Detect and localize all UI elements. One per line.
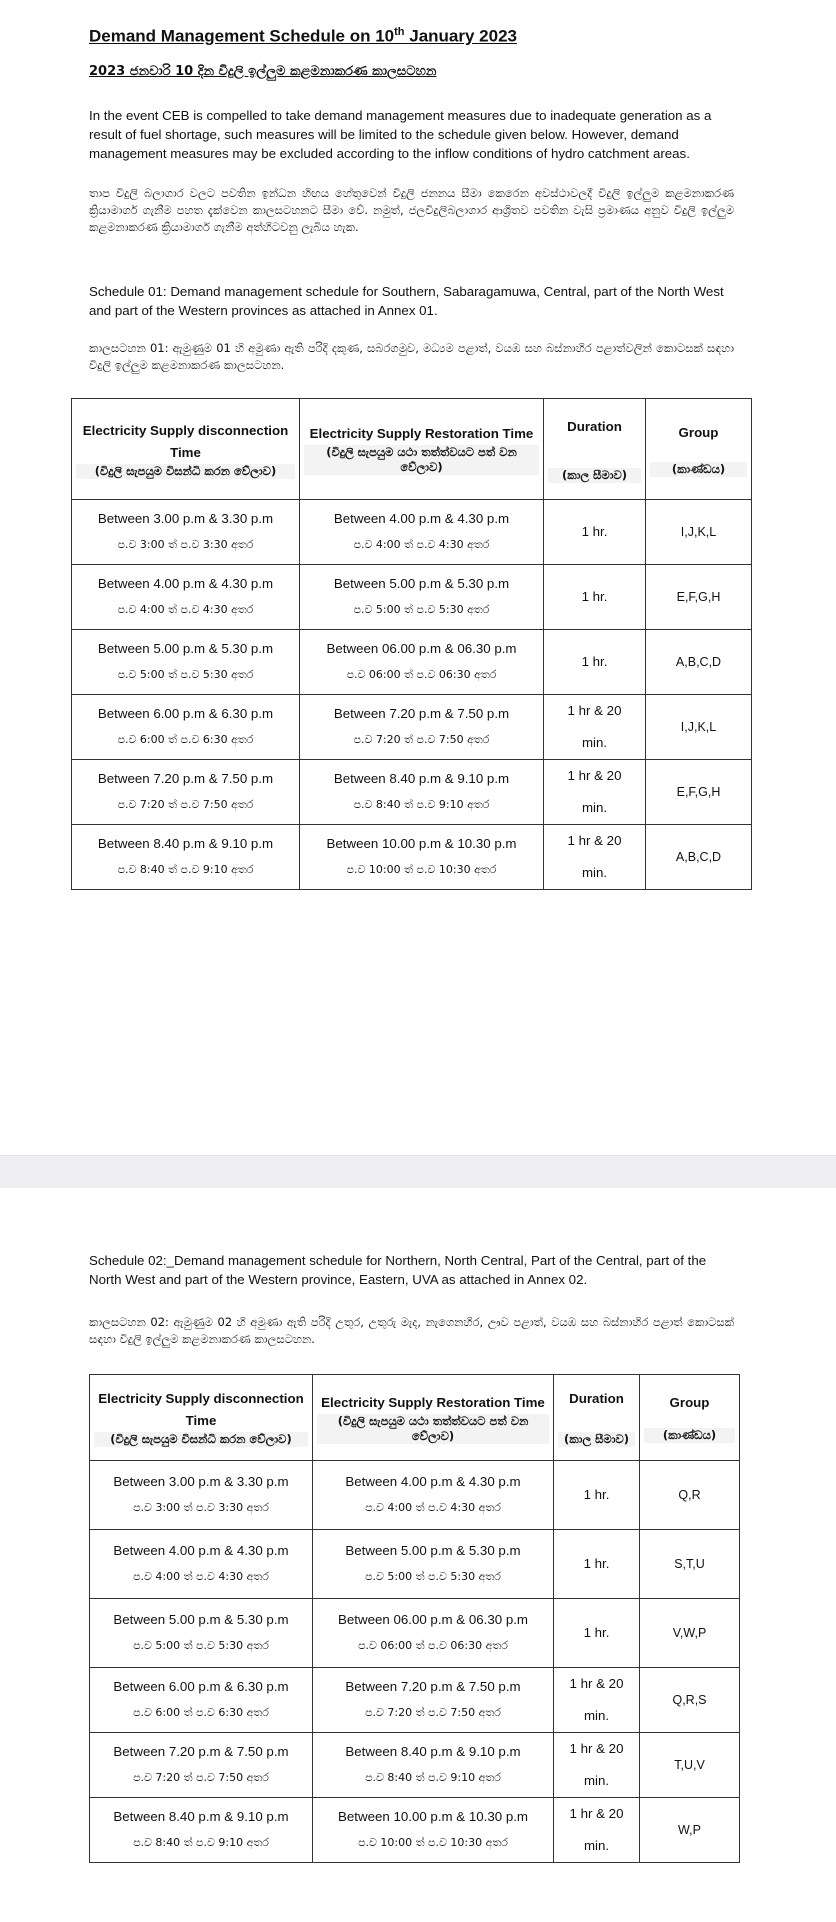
disconnection-time: Between 6.00 p.m & 6.30 p.m [97,706,274,721]
restoration-cell [300,825,544,890]
disconnection-cell [72,695,300,760]
restoration-cell [313,1668,554,1733]
disconnection-time: Between 3.00 p.m & 3.30 p.m [97,511,274,526]
restoration-time: Between 7.20 p.m & 7.50 p.m [333,706,510,721]
duration-value: 1 hr & 20 [567,703,622,718]
disconnection-time-sinhala: ප.ව 8:40 ත් ප.ව 9:10 අතර [133,1836,269,1849]
header-label: Group [669,1395,710,1410]
disconnection-cell [72,565,300,630]
duration-value: 1 hr. [581,524,608,539]
duration-value-cont: min. [581,735,608,750]
duration-cell [544,500,646,565]
page-2 [0,1188,836,1922]
group-cell [646,760,752,825]
header-restoration-time [300,399,544,500]
group-value: Q,R,S [672,1693,707,1707]
disconnection-time: Between 5.00 p.m & 5.30 p.m [97,641,274,656]
header-restoration-time [313,1375,554,1461]
restoration-time-sinhala: ප.ව 8:40 ත් ප.ව 9:10 අතර [365,1771,501,1784]
group-value: Q,R [678,1488,701,1502]
restoration-time: Between 06.00 p.m & 06.30 p.m [326,641,517,656]
disconnection-time-sinhala: ප.ව 7:20 ත් ප.ව 7:50 අතර [133,1771,269,1784]
page-separator [0,1155,836,1189]
disconnection-time: Between 8.40 p.m & 9.10 p.m [97,836,274,851]
schedule2-table [89,1374,740,1863]
page-subtitle-sinhala: 2023 ජනවාරි 10 දින විදුලි ඉල්ලුම කළමනාකරණ කාලසටහන [89,64,437,79]
duration-value: 1 hr. [581,589,608,604]
group-cell [646,500,752,565]
group-value: E,F,G,H [676,785,721,799]
disconnection-cell [90,1798,313,1863]
disconnection-cell [72,630,300,695]
header-label-sinhala: (විදුලි සැපයුම යථා තත්ත්වයට පත් වන වේලාව) [317,1414,549,1444]
disconnection-cell [90,1530,313,1599]
intro-sinhala: තාප විදුලි බලාගාර වලට පවතින ඉන්ධන හිඟය හේතුවෙන් විදුලි ජනනය සීමා කෙරෙන අවස්ථාවලදී විදුලි ඉල්ලුම කළමනාකරණ ක්‍රියාමාර්ග ගැනීම පහත දැක්වෙන කාලසටහනට සීමා වේ. නමුත්, ජලවිදුලිබලාගාර ආශ්‍රිතව පවතින වැසි ප්‍රමාණය අනුව විදුලි ඉල්ලුම කළමනාකරණ ක්‍රියාමාර්ග ගැනීම අත්හිටවනු ලැබිය හැක. [89,186,734,234]
table-row [72,630,752,695]
schedule1-body [72,500,752,890]
header-group [640,1375,740,1461]
duration-value: 1 hr. [583,1487,610,1502]
restoration-cell [313,1599,554,1668]
duration-cell [554,1733,640,1798]
table-row [72,695,752,760]
duration-cell [554,1798,640,1863]
duration-value-cont: min. [583,1708,610,1723]
restoration-cell [313,1733,554,1798]
restoration-cell [300,565,544,630]
header-label-sinhala: (විදුලි සැපයුම විසන්ධි කරන වේලාව) [94,1432,308,1447]
schedule1-table [71,398,752,890]
duration-value: 1 hr & 20 [569,1676,624,1691]
restoration-cell [300,630,544,695]
restoration-time-sinhala: ප.ව 4:00 ත් ප.ව 4:30 අතර [353,538,490,551]
restoration-cell [300,695,544,760]
header-disconnection-time [90,1375,313,1461]
title-main: Demand Management Schedule on 10 [89,26,395,46]
schedule2-description-sinhala: කාලසටහන 02: ඇමුණුම 02 හි අමුණා ඇති පරිදි උතුර, උතුරු මැද, නැගෙනහිර, ඌව පළාත්, වයඹ සහ බස්නාහිර පළාත් කොටසක් සඳහා විදුලි ඉල්ලුම කළමනාකරණ කාලසටහන. [89,1315,734,1346]
group-value: T,U,V [674,1758,705,1772]
duration-cell [554,1461,640,1530]
header-label: Electricity Supply Restoration Time [309,426,534,441]
disconnection-time: Between 7.20 p.m & 7.50 p.m [113,1744,289,1759]
restoration-time-sinhala: ප.ව 5:00 ත් ප.ව 5:30 අතර [365,1570,501,1583]
disconnection-time: Between 4.00 p.m & 4.30 p.m [113,1543,289,1558]
disconnection-time-sinhala: ප.ව 3:00 ත් ප.ව 3:30 අතර [133,1501,269,1514]
duration-value: 1 hr & 20 [567,768,622,783]
disconnection-cell [90,1461,313,1530]
disconnection-cell [90,1733,313,1798]
restoration-cell [300,500,544,565]
group-value: V,W,P [672,1626,707,1640]
group-value: A,B,C,D [675,850,722,864]
group-cell [646,565,752,630]
disconnection-time-sinhala: ප.ව 6:00 ත් ප.ව 6:30 අතර [133,1706,269,1719]
disconnection-cell [72,760,300,825]
restoration-time: Between 5.00 p.m & 5.30 p.m [333,576,510,591]
restoration-time-sinhala: ප.ව 4:00 ත් ප.ව 4:30 අතර [365,1501,501,1514]
header-disconnection-time [72,399,300,500]
duration-cell [554,1668,640,1733]
duration-cell [544,630,646,695]
duration-cell [554,1530,640,1599]
duration-value: 1 hr. [581,654,608,669]
duration-cell [544,565,646,630]
restoration-time-sinhala: ප.ව 06:00 ත් ප.ව 06:30 අතර [358,1639,508,1652]
disconnection-time-sinhala: ප.ව 7:20 ත් ප.ව 7:50 අතර [117,798,254,811]
header-label: Electricity Supply disconnection Time [82,422,289,460]
header-label: Duration [567,418,622,434]
group-value: S,T,U [674,1557,705,1571]
restoration-cell [313,1530,554,1599]
restoration-cell [313,1798,554,1863]
duration-value: 1 hr & 20 [569,1741,624,1756]
table-row [90,1733,740,1798]
page-title [89,26,517,47]
table-row [72,565,752,630]
disconnection-time-sinhala: ප.ව 6:00 ත් ප.ව 6:30 අතර [117,733,254,746]
restoration-time: Between 4.00 p.m & 4.30 p.m [333,511,510,526]
table-header-row [90,1375,740,1461]
disconnection-time: Between 6.00 p.m & 6.30 p.m [113,1679,289,1694]
title-tail: January 2023 [404,26,517,46]
restoration-time: Between 10.00 p.m & 10.30 p.m [326,836,517,851]
schedule2-body [90,1461,740,1863]
disconnection-cell [72,500,300,565]
restoration-time-sinhala: ප.ව 7:20 ත් ප.ව 7:50 අතර [353,733,490,746]
intro-english: In the event CEB is compelled to take demand management measures due to inadequate generation as a result of fuel shortage, such measures will be limited to the schedule given below. However, demand management measures may be excluded according to the inflow conditions of hydro catchment areas. [89,108,712,161]
title-superscript: th [394,26,405,38]
disconnection-time: Between 5.00 p.m & 5.30 p.m [113,1612,289,1627]
schedule2-description: Schedule 02:_Demand management schedule for Northern, North Central, Part of the Central, part of the North West and part of the Western province, Eastern, UVA as attached in Annex 02. [89,1253,707,1287]
duration-value-cont: min. [583,1838,610,1853]
group-cell [646,630,752,695]
header-label: Group [678,424,719,440]
header-duration [554,1375,640,1461]
table-row [72,825,752,890]
group-cell [640,1530,740,1599]
table-row [72,760,752,825]
table-row [90,1530,740,1599]
restoration-time: Between 5.00 p.m & 5.30 p.m [345,1543,521,1558]
header-label-sinhala: (කාණ්ඩය) [650,462,747,477]
disconnection-time-sinhala: ප.ව 3:00 ත් ප.ව 3:30 අතර [117,538,254,551]
disconnection-cell [72,825,300,890]
restoration-time-sinhala: ප.ව 8:40 ත් ප.ව 9:10 අතර [353,798,490,811]
disconnection-time: Between 8.40 p.m & 9.10 p.m [113,1809,289,1824]
duration-value: 1 hr & 20 [569,1806,624,1821]
group-cell [640,1461,740,1530]
group-value: I,J,K,L [680,525,717,539]
header-label: Duration [569,1391,624,1406]
duration-value: 1 hr. [583,1625,610,1640]
group-cell [646,825,752,890]
disconnection-time: Between 3.00 p.m & 3.30 p.m [113,1474,289,1489]
header-label-sinhala: (කාල සීමාව) [548,468,641,483]
table-row [90,1461,740,1530]
duration-cell [544,825,646,890]
disconnection-cell [90,1668,313,1733]
restoration-time: Between 8.40 p.m & 9.10 p.m [345,1744,521,1759]
group-cell [640,1668,740,1733]
restoration-time-sinhala: ප.ව 06:00 ත් ප.ව 06:30 අතර [346,668,497,681]
header-label: Electricity Supply Restoration Time [321,1394,545,1410]
group-value: E,F,G,H [676,590,721,604]
restoration-time-sinhala: ප.ව 5:00 ත් ප.ව 5:30 අතර [353,603,490,616]
disconnection-time-sinhala: ප.ව 4:00 ත් ප.ව 4:30 අතර [133,1570,269,1583]
duration-cell [554,1599,640,1668]
restoration-time: Between 10.00 p.m & 10.30 p.m [338,1809,528,1824]
disconnection-time: Between 7.20 p.m & 7.50 p.m [97,771,274,786]
table-row [90,1599,740,1668]
header-label-sinhala: (කාල සීමාව) [558,1432,635,1447]
header-label: Electricity Supply disconnection Time [98,1391,304,1428]
disconnection-time-sinhala: ප.ව 8:40 ත් ප.ව 9:10 අතර [117,863,254,876]
restoration-cell [313,1461,554,1530]
group-cell [646,695,752,760]
disconnection-time-sinhala: ප.ව 5:00 ත් ප.ව 5:30 අතර [117,668,254,681]
table-row [90,1798,740,1863]
disconnection-time: Between 4.00 p.m & 4.30 p.m [97,576,274,591]
schedule1-description: Schedule 01: Demand management schedule for Southern, Sabaragamuwa, Central, part of the North West and part of the Western provinces as attached in Annex 01. [89,284,724,318]
restoration-time-sinhala: ප.ව 7:20 ත් ප.ව 7:50 අතර [365,1706,501,1719]
disconnection-cell [90,1599,313,1668]
duration-cell [544,760,646,825]
group-value: I,J,K,L [680,720,717,734]
restoration-cell [300,760,544,825]
disconnection-time-sinhala: ප.ව 4:00 ත් ප.ව 4:30 අතර [117,603,254,616]
group-cell [640,1798,740,1863]
header-label-sinhala: (විදුලි සැපයුම යථා තත්ත්වයට පත් වන වේලාව) [304,445,539,475]
header-duration [544,399,646,500]
restoration-time-sinhala: ප.ව 10:00 ත් ප.ව 10:30 අතර [346,863,497,876]
duration-value: 1 hr. [583,1556,610,1571]
group-cell [640,1599,740,1668]
group-cell [640,1733,740,1798]
header-label-sinhala: (කාණ්ඩය) [644,1428,735,1443]
duration-cell [544,695,646,760]
restoration-time: Between 8.40 p.m & 9.10 p.m [333,771,510,786]
group-value: A,B,C,D [675,655,722,669]
header-group [646,399,752,500]
group-value: W,P [678,1823,701,1837]
duration-value-cont: min. [581,865,608,880]
header-label-sinhala: (විදුලි සැපයුම විසන්ධි කරන වේලාව) [76,464,295,479]
restoration-time-sinhala: ප.ව 10:00 ත් ප.ව 10:30 අතර [358,1836,508,1849]
duration-value-cont: min. [581,800,608,815]
restoration-time: Between 4.00 p.m & 4.30 p.m [345,1474,521,1489]
duration-value: 1 hr & 20 [567,833,622,848]
restoration-time: Between 7.20 p.m & 7.50 p.m [345,1679,521,1694]
table-row [72,500,752,565]
table-row [90,1668,740,1733]
schedule1-description-sinhala: කාලසටහන 01: ඇමුණුම 01 හි අමුණා ඇති පරිදි දකුණ, සබරගමුව, මධ්‍යම පළාත්, වයඹ සහ බස්නාහිර පළාත්වලින් කොටසක් සඳහා විදුලි ඉල්ලුම කළමනාකරණ කාලසටහන. [89,341,734,372]
restoration-time: Between 06.00 p.m & 06.30 p.m [338,1612,528,1627]
disconnection-time-sinhala: ප.ව 5:00 ත් ප.ව 5:30 අතර [133,1639,269,1652]
duration-value-cont: min. [583,1773,610,1788]
table-header-row [72,399,752,500]
